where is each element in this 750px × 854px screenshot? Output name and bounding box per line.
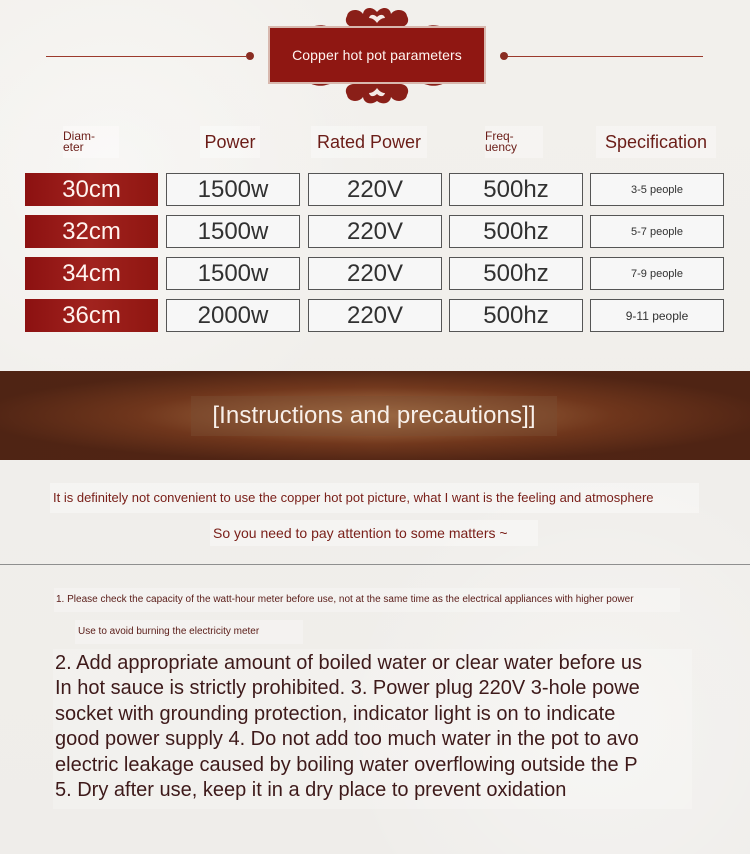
intro-line-1: It is definitely not convenient to use the copper hot pot picture, what I want is the feeling and atmosphere (50, 483, 699, 513)
frequency-cell: 500hz (449, 215, 583, 248)
power-header: Power (200, 126, 260, 158)
diameter-header-line1: Diam- (63, 129, 95, 143)
frequency-cell: 500hz (449, 257, 583, 290)
specification-cell: 9-11 people (590, 299, 724, 332)
frequency-header-line1: Freq- (485, 129, 514, 143)
diameter-cell: 34cm (25, 257, 158, 290)
instructions-title: [Instructions and precautions]] (212, 402, 536, 429)
main-note-line: electric leakage caused by boiling water overflowing outside the P (55, 753, 638, 776)
rated-power-cell: 220V (308, 299, 442, 332)
main-note-line: 5. Dry after use, keep it in a dry place to prevent oxidation (55, 778, 567, 801)
main-note-line: good power supply 4. Do not add too much water in the pot to avo (55, 728, 639, 751)
main-note-line: In hot sauce is strictly prohibited. 3. Power plug 220V 3-hole powe (55, 677, 640, 700)
section-divider (0, 564, 750, 565)
intro-line-2: So you need to pay attention to some matters ~ (210, 520, 538, 546)
specification-header: Specification (596, 126, 716, 158)
rated-power-cell: 220V (308, 257, 442, 290)
specification-cell: 5-7 people (590, 215, 724, 248)
main-note-line: socket with grounding protection, indicator light is on to indicate (55, 702, 616, 725)
rated-power-cell: 220V (308, 215, 442, 248)
title-left-dot (246, 52, 254, 60)
power-cell: 1500w (166, 173, 300, 206)
power-cell: 1500w (166, 215, 300, 248)
title-right-dot (500, 52, 508, 60)
instructions-title-box (191, 396, 557, 436)
frequency-cell: 500hz (449, 173, 583, 206)
specification-cell: 7-9 people (590, 257, 724, 290)
page-title: Copper hot pot parameters (292, 47, 462, 63)
title-left-line (46, 56, 246, 57)
note-line-2: Use to avoid burning the electricity meter (75, 620, 303, 644)
title-box (268, 26, 486, 84)
note-line-1: 1. Please check the capacity of the watt-hour meter before use, not at the same time as the electrical appliances with higher power (54, 588, 680, 612)
specification-cell: 3-5 people (590, 173, 724, 206)
main-note-line: 2. Add appropriate amount of boiled water or clear water before us (55, 652, 643, 674)
frequency-header-line2: uency (485, 140, 518, 154)
power-cell: 1500w (166, 257, 300, 290)
diameter-cell: 32cm (25, 215, 158, 248)
main-instructions (53, 649, 692, 809)
diameter-header-line2: eter (63, 140, 84, 154)
diameter-cell: 30cm (25, 173, 158, 206)
rated-power-cell: 220V (308, 173, 442, 206)
frequency-cell: 500hz (449, 299, 583, 332)
rated-power-header: Rated Power (311, 126, 427, 158)
diameter-cell: 36cm (25, 299, 158, 332)
title-right-line (505, 56, 703, 57)
diameter-header (63, 126, 119, 158)
frequency-header (485, 126, 543, 158)
power-cell: 2000w (166, 299, 300, 332)
